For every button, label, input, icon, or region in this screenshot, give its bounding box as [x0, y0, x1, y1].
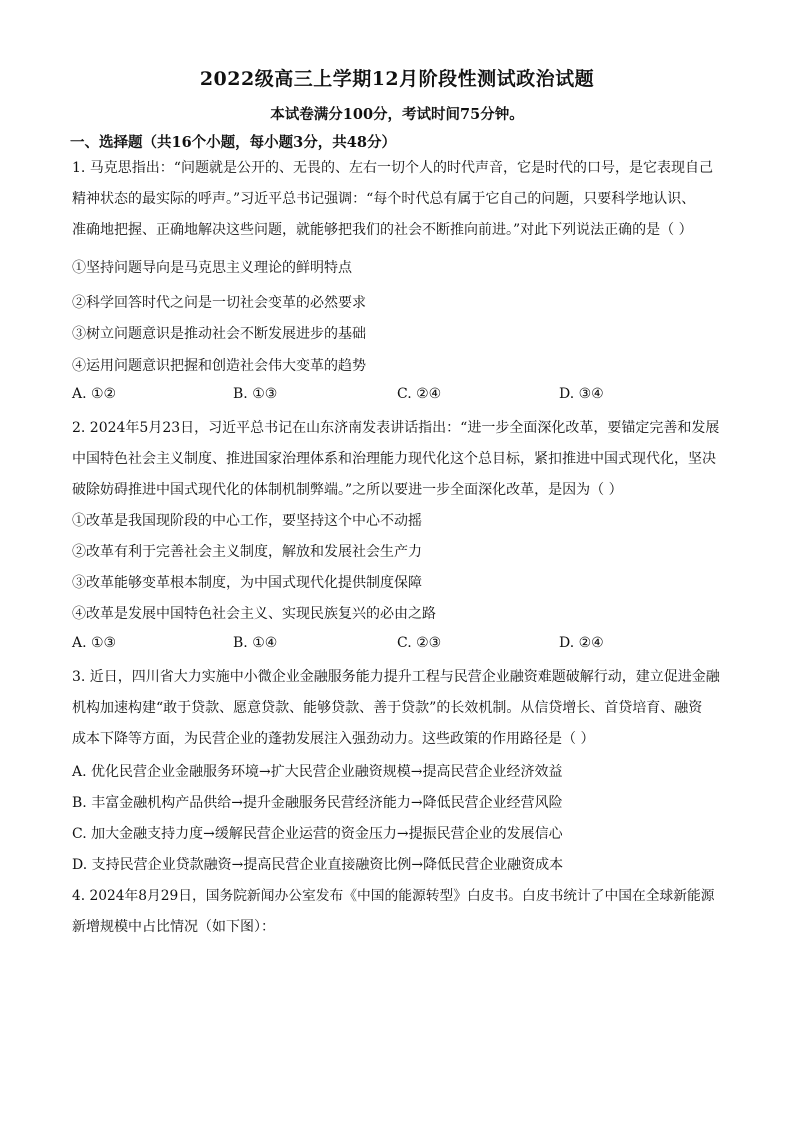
question-1-stem-line: 准确地把握、正确地解决这些问题，就能够把我们的社会不断推向前进。”对此下列说法正确的是（ ） — [72, 222, 693, 238]
option-c[interactable]: C. ②④ — [397, 386, 442, 402]
option-c[interactable]: C. ②③ — [397, 635, 442, 651]
option-d[interactable]: D. ③④ — [559, 386, 604, 402]
question-3-stem-line: 3. 近日，四川省大力实施中小微企业金融服务能力提升工程与民营企业融资难题破解行动，建立促进金融 — [72, 669, 720, 685]
option-b[interactable]: B. ①④ — [233, 635, 278, 651]
option-b[interactable]: B. ①③ — [233, 386, 278, 402]
question-1-statement: ②科学回答时代之问是一切社会变革的必然要求 — [72, 295, 366, 311]
question-4-stem-line: 4. 2024年8月29日，国务院新闻办公室发布《中国的能源转型》白皮书。白皮书统计了中国在全球新能源 — [72, 888, 715, 904]
question-2-stem-line: 破除妨碍推进中国式现代化的体制机制弊端。”之所以要进一步全面深化改革，是因为（ ） — [72, 482, 623, 498]
option-a[interactable]: A. ①② — [72, 386, 117, 402]
question-1-options — [72, 386, 724, 406]
option-d[interactable]: D. 支持民营企业贷款融资→提高民营企业直接融资比例→降低民营企业融资成本 — [72, 857, 564, 873]
option-a[interactable]: A. 优化民营企业金融服务环境→扩大民营企业融资规模→提高民营企业经济效益 — [72, 764, 563, 780]
question-3-stem-line: 机构加速构建“敢于贷款、愿意贷款、能够贷款、善于贷款”的长效机制。从信贷增长、首贷培育、融资 — [72, 700, 703, 716]
question-1-stem-line: 精神状态的最实际的呼声。”习近平总书记强调：“每个时代总有属于它自己的问题，只要科学地认识、 — [72, 191, 696, 207]
question-2-stem-line: 中国特色社会主义制度、推进国家治理体系和治理能力现代化这个总目标，紧扣推进中国式现代化，坚决 — [72, 451, 716, 467]
question-1-statement: ①坚持问题导向是马克思主义理论的鲜明特点 — [72, 260, 352, 276]
question-2-stem-line: 2. 2024年5月23日，习近平总书记在山东济南发表讲话指出：“进一步全面深化改革，要锚定完善和发展 — [72, 420, 720, 436]
question-2-statement: ②改革有利于完善社会主义制度，解放和发展社会生产力 — [72, 544, 422, 560]
option-c[interactable]: C. 加大金融支持力度→缓解民营企业运营的资金压力→提振民营企业的发展信心 — [72, 826, 563, 842]
option-b[interactable]: B. 丰富金融机构产品供给→提升金融服务民营经济能力→降低民营企业经营风险 — [72, 795, 563, 811]
question-2-statement: ③改革能够变革根本制度，为中国式现代化提供制度保障 — [72, 575, 422, 591]
question-2-statement: ①改革是我国现阶段的中心工作，要坚持这个中心不动摇 — [72, 513, 422, 529]
exam-instructions: 本试卷满分100分，考试时间75分钟。 — [270, 106, 524, 123]
section-heading: 一、选择题（共16个小题，每小题3分，共48分） — [70, 134, 396, 151]
question-2-statement: ④改革是发展中国特色社会主义、实现民族复兴的必由之路 — [72, 606, 436, 622]
option-d[interactable]: D. ②④ — [559, 635, 604, 651]
question-4-stem-line: 新增规模中占比情况（如下图）： — [72, 919, 275, 935]
question-2-options — [72, 635, 724, 655]
option-a[interactable]: A. ①③ — [72, 635, 117, 651]
question-1-stem-line: 1. 马克思指出：“问题就是公开的、无畏的、左右一切个人的时代声音，它是时代的口号，是它表现自己 — [72, 160, 713, 176]
question-1-statement: ④运用问题意识把握和创造社会伟大变革的趋势 — [72, 358, 366, 374]
page-title: 2022级高三上学期12月阶段性测试政治试题 — [199, 68, 595, 90]
question-1-statement: ③树立问题意识是推动社会不断发展进步的基础 — [72, 326, 366, 342]
question-3-stem-line: 成本下降等方面，为民营企业的蓬勃发展注入强劲动力。这些政策的作用路径是（ ） — [72, 731, 595, 747]
